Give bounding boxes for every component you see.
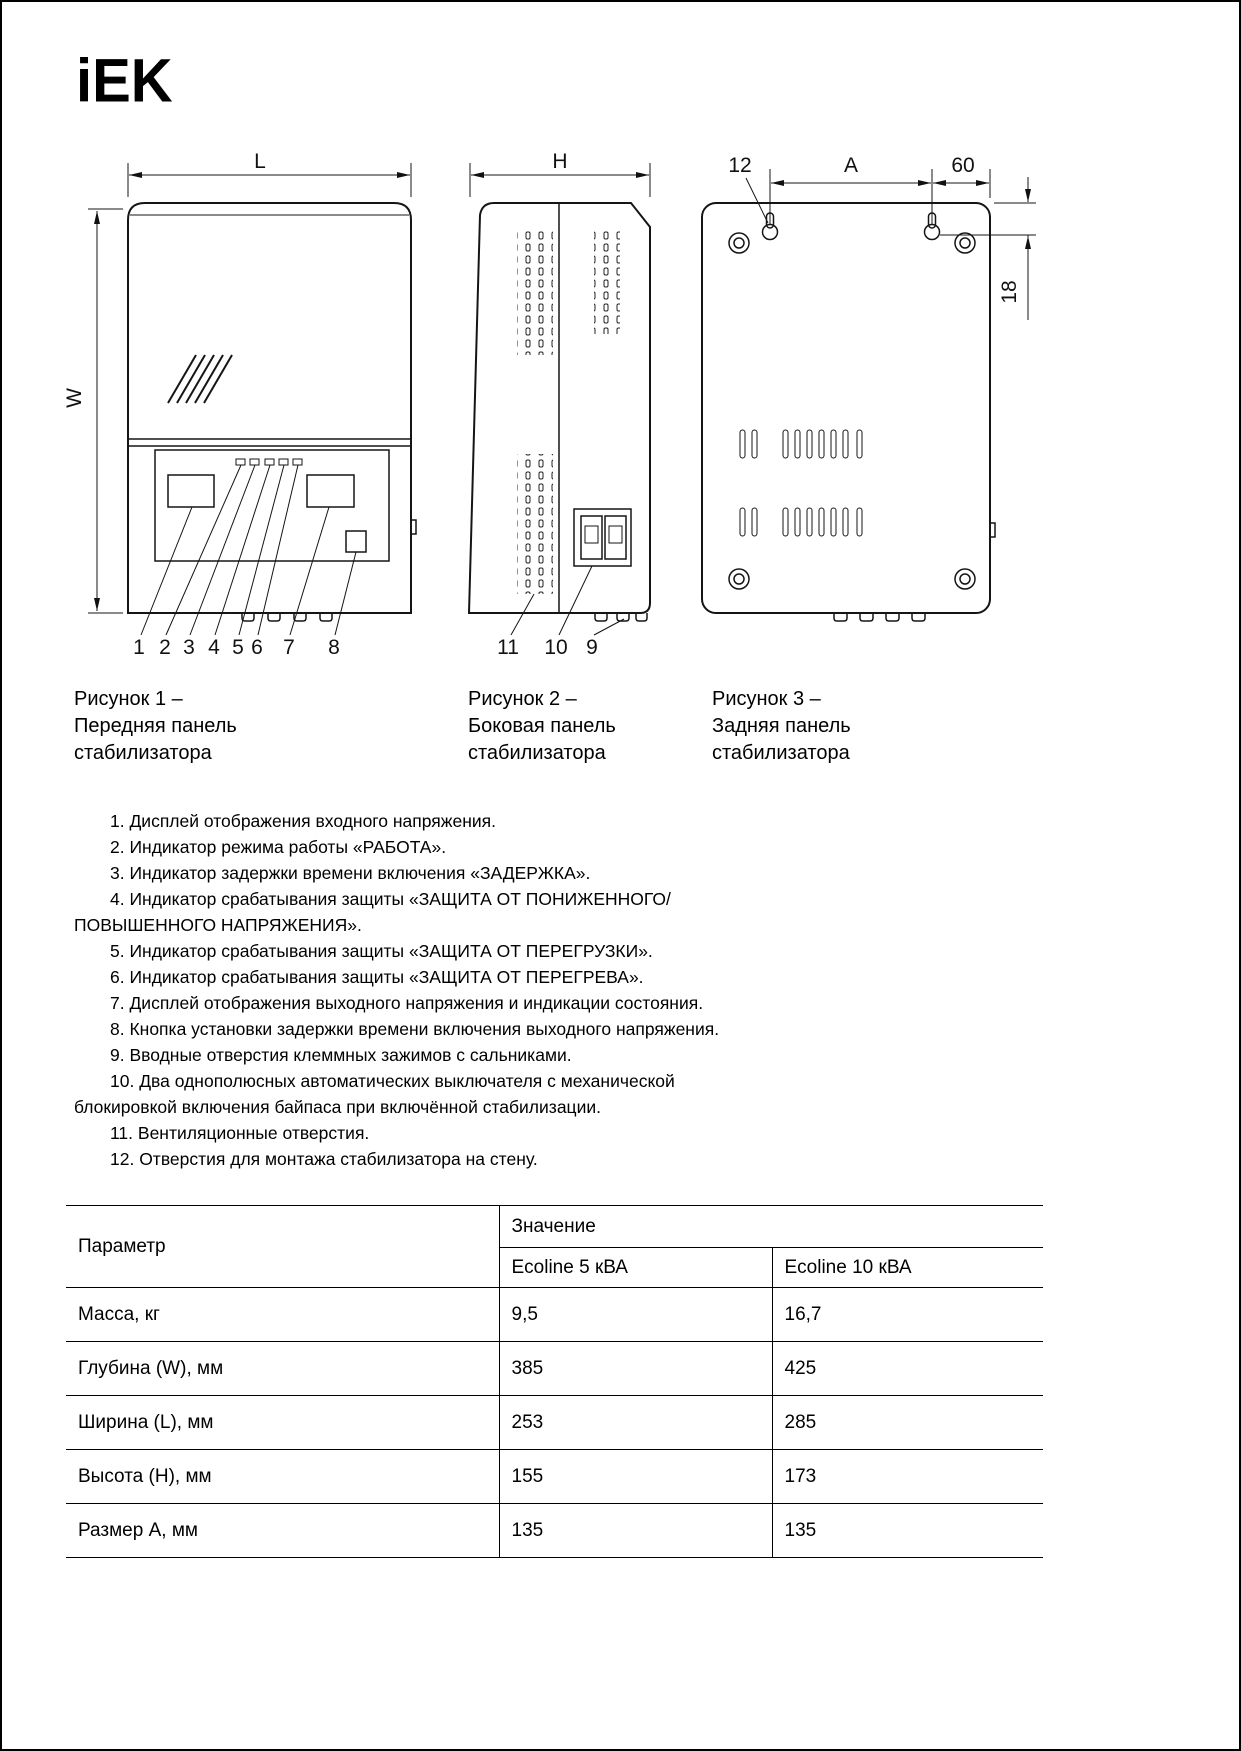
legend-item: 11. Вентиляционные отверстия. [110, 1123, 370, 1143]
figure3-rear-panel [702, 154, 1036, 621]
fig1-input-display [168, 475, 214, 507]
fig1-dimension-L [128, 163, 411, 197]
table-cell-ecoline10: 425 [772, 1342, 1043, 1396]
fig1-vent-hatch [168, 355, 232, 403]
figure3-caption-line3: стабилизатора [712, 742, 850, 764]
fig3-cable-glands [834, 613, 925, 621]
table-cell-param: Ширина (L), мм [66, 1396, 499, 1450]
fig2-callout-9: 9 [586, 636, 598, 659]
table-row [66, 1342, 1043, 1396]
fig3-vent-slots-row1 [740, 430, 862, 458]
fig1-callout-8: 8 [328, 636, 340, 659]
fig1-led-indicators [236, 459, 302, 465]
fig2-breaker-block [574, 509, 631, 566]
iek-logo: iEK [76, 47, 173, 116]
fig1-callout-4: 4 [208, 636, 220, 659]
legend-item: 7. Дисплей отображения выходного напряжения и индикации состояния. [110, 993, 704, 1013]
legend-item: 6. Индикатор срабатывания защиты «ЗАЩИТА ОТ ПЕРЕГРЕВА». [110, 967, 644, 987]
fig2-vents-rear [594, 231, 620, 334]
table-header-value: Значение [499, 1206, 1043, 1248]
fig1-dim-L-label: L [254, 150, 266, 173]
fig3-dim-18-label: 18 [998, 280, 1021, 304]
table-row [66, 1396, 1043, 1450]
fig1-callout-3: 3 [183, 636, 195, 659]
table-header-ecoline10: Ecoline 10 кВА [772, 1248, 1043, 1288]
legend-item: 8. Кнопка установки задержки времени включения выходного напряжения. [110, 1019, 720, 1039]
fig1-callout-5: 5 [232, 636, 244, 659]
legend-item: 9. Вводные отверстия клеммных зажимов с сальниками. [110, 1045, 572, 1065]
fig2-vents-top [517, 228, 553, 355]
table-cell-ecoline10: 285 [772, 1396, 1043, 1450]
table-cell-ecoline5: 135 [499, 1504, 772, 1558]
figure2-caption [468, 686, 616, 767]
fig3-dimension-18 [940, 177, 1036, 320]
table-cell-ecoline5: 385 [499, 1342, 772, 1396]
fig1-callout-2: 2 [159, 636, 171, 659]
table-cell-ecoline5: 253 [499, 1396, 772, 1450]
fig3-mounting-keyholes [763, 213, 940, 240]
table-cell-param: Размер А, мм [66, 1504, 499, 1558]
figure3-caption [712, 686, 851, 767]
fig3-vent-slots-row2 [740, 508, 862, 536]
table-row [66, 1288, 1043, 1342]
fig1-callout-7: 7 [283, 636, 295, 659]
fig2-callout-10: 10 [544, 636, 568, 659]
fig1-delay-button [346, 531, 366, 552]
fig1-callout-1: 1 [133, 636, 145, 659]
table-cell-ecoline10: 135 [772, 1504, 1043, 1558]
figure2-caption-line3: стабилизатора [468, 742, 606, 764]
spec-table [66, 1205, 1043, 1558]
legend-item: 10. Два однополюсных автоматических выключателя с механической блокировкой включения байпаса при включённой стабилизации. [74, 1071, 675, 1117]
table-cell-param: Высота (H), мм [66, 1450, 499, 1504]
legend-item: 2. Индикатор режима работы «РАБОТА». [110, 837, 447, 857]
legend-item: 5. Индикатор срабатывания защиты «ЗАЩИТА ОТ ПЕРЕГРУЗКИ». [110, 941, 653, 961]
fig1-output-display [307, 475, 354, 507]
figure1-caption-line3: стабилизатора [74, 742, 212, 764]
fig1-callout-leaders [141, 465, 356, 635]
figure2-caption-line1: Рисунок 2 – [468, 688, 577, 710]
table-header-ecoline5: Ecoline 5 кВА [499, 1248, 772, 1288]
fig1-dimension-W [88, 209, 123, 613]
fig3-callout-12-label: 12 [728, 154, 752, 177]
figure3-caption-line1: Рисунок 3 – [712, 688, 821, 710]
technical-drawings [2, 2, 1241, 692]
fig1-body-outline [128, 203, 411, 613]
table-cell-ecoline5: 9,5 [499, 1288, 772, 1342]
table-header-parameter: Параметр [66, 1206, 499, 1288]
figure1-caption [74, 686, 237, 767]
fig3-dim-60-label: 60 [951, 154, 975, 177]
legend-item: 12. Отверстия для монтажа стабилизатора на стену. [110, 1149, 538, 1169]
fig3-corner-screws [729, 233, 975, 589]
table-header-row-1 [66, 1206, 1043, 1248]
fig3-body-outline [702, 203, 990, 613]
legend-item: 3. Индикатор задержки времени включения «ЗАДЕРЖКА». [110, 863, 591, 883]
fig1-dim-W-label: W [63, 388, 86, 408]
table-cell-param: Масса, кг [66, 1288, 499, 1342]
table-cell-ecoline5: 155 [499, 1450, 772, 1504]
figure2-caption-line2: Боковая панель [468, 715, 616, 737]
fig3-dim-A-label: A [843, 154, 859, 177]
fig3-dimension-extensions [746, 169, 990, 224]
table-row [66, 1504, 1043, 1558]
figure1-caption-line1: Рисунок 1 – [74, 688, 183, 710]
table-cell-ecoline10: 173 [772, 1450, 1043, 1504]
legend-item: 1. Дисплей отображения входного напряжения. [110, 811, 496, 831]
fig2-dim-H-label: H [552, 150, 568, 173]
table-row [66, 1450, 1043, 1504]
table-cell-ecoline10: 16,7 [772, 1288, 1043, 1342]
parts-legend [74, 808, 738, 1172]
table-cell-param: Глубина (W), мм [66, 1342, 499, 1396]
figure1-front-panel [63, 150, 416, 659]
figure1-caption-line2: Передняя панель [74, 715, 237, 737]
legend-item: 4. Индикатор срабатывания защиты «ЗАЩИТА ОТ ПОНИЖЕННОГО/ ПОВЫШЕННОГО НАПРЯЖЕНИЯ». [74, 889, 671, 935]
fig1-feet [242, 613, 332, 621]
fig2-callout-11: 11 [497, 636, 519, 659]
figure3-caption-line2: Задняя панель [712, 715, 851, 737]
fig1-callout-6: 6 [251, 636, 263, 659]
fig2-cable-glands [595, 613, 647, 621]
fig2-vents-bottom [517, 454, 553, 594]
figure2-side-panel [469, 150, 650, 659]
